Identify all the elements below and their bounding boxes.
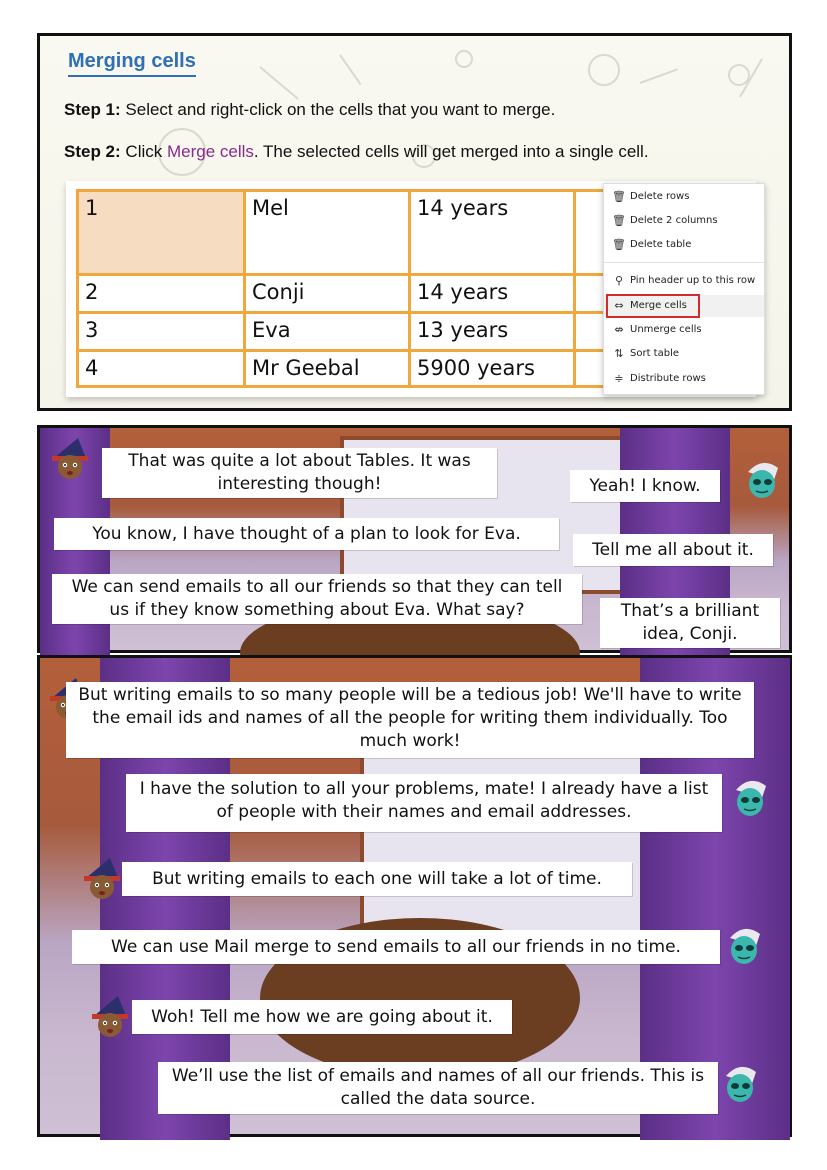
speech-bubble: Tell me all about it. bbox=[573, 534, 773, 566]
table-cell[interactable]: Conji bbox=[245, 275, 410, 313]
menu-item-distribute-rows[interactable] bbox=[604, 368, 764, 390]
menu-item-label: Distribute rows bbox=[630, 373, 706, 384]
geebal-avatar bbox=[740, 458, 784, 502]
table-cell[interactable]: Eva bbox=[245, 313, 410, 351]
speech-bubble: We can send emails to all our friends so that they can tell us if they know something about Eva. What say? bbox=[52, 574, 582, 624]
decor-line bbox=[339, 54, 361, 85]
speech-bubble: But writing emails to so many people will be a tedious job! We'll have to write the email ids and names of all the people for writing them individually. Too much work! bbox=[66, 682, 754, 758]
trash-icon: 🗑 bbox=[612, 238, 626, 251]
trash-icon: 🗑 bbox=[612, 214, 626, 227]
merge-cells-highlight: Merge cells bbox=[166, 142, 254, 161]
decor-circle bbox=[455, 50, 473, 68]
decor-line bbox=[259, 66, 299, 100]
geebal-avatar bbox=[722, 924, 766, 968]
step-1-label: Step 1: bbox=[64, 100, 121, 119]
merge-cells-highlight-box bbox=[606, 294, 700, 318]
step-2-label: Step 2: bbox=[64, 142, 121, 161]
menu-item-label: Delete table bbox=[630, 239, 692, 250]
decor-circle bbox=[588, 54, 620, 86]
speech-bubble: Woh! Tell me how we are going about it. bbox=[132, 1000, 512, 1034]
section-title: Merging cells bbox=[68, 50, 196, 77]
step-2 bbox=[64, 142, 649, 162]
menu-item-label: Delete 2 columns bbox=[630, 215, 718, 226]
geebal-avatar bbox=[728, 776, 772, 820]
conji-avatar bbox=[48, 436, 92, 480]
tutorial-panel bbox=[37, 33, 792, 411]
table-cell[interactable]: 14 years bbox=[410, 191, 575, 275]
speech-bubble: You know, I have thought of a plan to look for Eva. bbox=[54, 518, 559, 550]
table-cell[interactable]: Mr Geebal bbox=[245, 351, 410, 387]
unmerge-icon: ⇎ bbox=[614, 323, 624, 336]
menu-item-label: Sort table bbox=[630, 348, 680, 359]
conji-avatar bbox=[80, 856, 124, 900]
menu-item-sort-table[interactable] bbox=[604, 343, 764, 365]
table-cell[interactable]: 1 bbox=[78, 191, 245, 275]
menu-item-label: Merge cells bbox=[630, 300, 687, 311]
menu-divider bbox=[604, 262, 764, 263]
table-cell[interactable]: Mel bbox=[245, 191, 410, 275]
speech-bubble: We can use Mail merge to send emails to all our friends in no time. bbox=[72, 930, 720, 964]
speech-bubble: I have the solution to all your problems, mate! I already have a list of people with their names and email addresses. bbox=[126, 774, 722, 832]
merge-icon: ⇔ bbox=[614, 299, 624, 312]
conji-avatar bbox=[88, 994, 132, 1038]
table-cell[interactable]: 2 bbox=[78, 275, 245, 313]
menu-item-delete-table[interactable] bbox=[604, 234, 764, 256]
speech-bubble: But writing emails to each one will take a lot of time. bbox=[122, 862, 632, 896]
pin-icon: ⚲ bbox=[614, 274, 624, 287]
context-menu bbox=[603, 183, 765, 395]
decor-line bbox=[640, 68, 678, 84]
step-2-pre: Click bbox=[120, 142, 167, 161]
speech-bubble: That’s a brilliant idea, Conji. bbox=[600, 598, 780, 648]
comic-panel-3 bbox=[37, 655, 792, 1137]
table-cell[interactable]: 4 bbox=[78, 351, 245, 387]
distribute-rows-icon: ≑ bbox=[614, 372, 624, 385]
sort-icon: ⇅ bbox=[614, 347, 624, 360]
menu-item-label: Unmerge cells bbox=[630, 324, 702, 335]
trash-icon: 🗑 bbox=[612, 190, 626, 203]
menu-item-unmerge-cells[interactable] bbox=[604, 319, 764, 341]
comic-panel-2 bbox=[37, 425, 792, 653]
step-1 bbox=[64, 100, 555, 120]
speech-bubble: Yeah! I know. bbox=[570, 470, 720, 502]
table-cell[interactable]: 14 years bbox=[410, 275, 575, 313]
menu-item-label: Pin header up to this row bbox=[630, 275, 756, 286]
geebal-avatar bbox=[718, 1062, 762, 1106]
menu-item-label: Delete rows bbox=[630, 191, 690, 202]
menu-item-delete-rows[interactable] bbox=[604, 186, 764, 208]
table-cell[interactable]: 5900 years bbox=[410, 351, 575, 387]
menu-item-pin-header[interactable] bbox=[604, 270, 764, 292]
speech-bubble: We’ll use the list of emails and names of all our friends. This is called the data source. bbox=[158, 1062, 718, 1114]
table-cell[interactable]: 13 years bbox=[410, 313, 575, 351]
table-cell[interactable]: 3 bbox=[78, 313, 245, 351]
step-2-post: . The selected cells will get merged into a single cell. bbox=[253, 142, 649, 161]
speech-bubble: That was quite a lot about Tables. It was interesting though! bbox=[102, 448, 497, 498]
step-1-text: Select and right-click on the cells that you want to merge. bbox=[120, 100, 556, 119]
menu-item-delete-columns[interactable] bbox=[604, 210, 764, 232]
